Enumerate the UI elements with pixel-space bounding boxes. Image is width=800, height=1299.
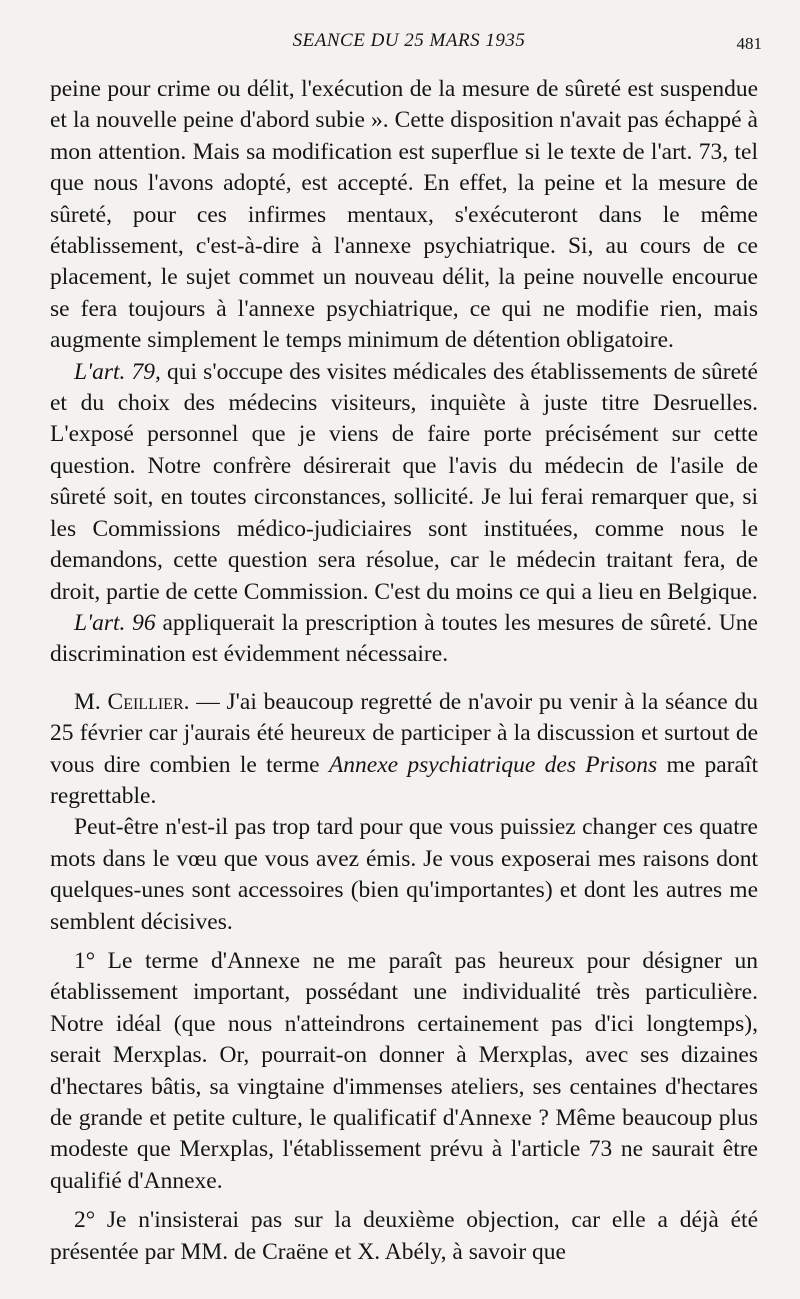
article-ref-96: L'art. 96 — [74, 609, 156, 636]
paragraph-objection-1: 1° Le terme d'Annexe ne me paraît pas heureux pour désigner un établissement important, possédant une individualité très particulière. Notre idéal (que nous n'atteindrons certainement pas d'ici longtemps), serait Merxplas. Or, pourrait-on donner à Merxplas, avec ses dizaines d'hectares bâtis, sa vingtaine d'immenses ateliers, ses centaines d'hectares de grande et petite culture, le qualificatif d'Annexe ? Même beaucoup plus modeste que Merxplas, l'établissement prévu à l'article 73 ne saurait être qualifié d'Annexe. — [50, 947, 758, 1194]
body-text — [50, 74, 758, 1268]
paragraph-objection-2: 2° Je n'insisterai pas sur la deuxième objection, car elle a déjà été présentée par MM. de Craëne et X. Abély, à savoir que — [50, 1207, 758, 1265]
running-header — [50, 30, 762, 62]
article-ref-79: L'art. 79, — [74, 358, 161, 385]
header-title: SEANCE DU 25 MARS 1935 — [292, 30, 526, 51]
paragraph-art-79 — [50, 357, 758, 608]
speaker-name: Ceillier — [107, 688, 184, 715]
paragraph-ceillier-text-b: me paraît regrettable. — [50, 751, 758, 809]
paragraph-art-96-text: appliquerait la prescription à toutes les mesures de sûreté. Une discrimination est évidemment nécessaire. — [50, 609, 758, 668]
paragraph-ceillier — [50, 687, 758, 813]
page-number: 481 — [736, 34, 762, 53]
paragraph-1: peine pour crime ou délit, l'exécution de la mesure de sûreté est suspendue et la nouvelle peine d'abord subie ». Cette disposition n'avait pas échappé à mon attention. Mais sa modification est superflue si le texte de l'art. 73, tel que nous l'avons adopté, est accepté. En effet, la peine et la mesure de sûreté, pour ces infirmes mentaux, s'exécuteront dans le même établissement, c'est-à-dire à l'annexe psychiatrique. Si, au cours de ce placement, le sujet commet un nouveau délit, la peine nouvelle encourue se fera toujours à l'annexe psychiatrique, ce qui ne modifie rien, mais augmente simplement le temps minimum de détention obligatoire. — [50, 76, 758, 354]
paragraph-art-96 — [50, 608, 758, 671]
paragraph-ceillier-text-a: . — J'ai beaucoup regretté de n'avoir pu venir à la séance du 25 février car j'aurais été heureux de participer à la discussion et surtout de vous dire combien le terme — [50, 688, 758, 778]
speaker-prefix: M. — [74, 688, 108, 715]
paragraph-art-79-text: qui s'occupe des visites médicales des établissements de sûreté et du choix des médecins visiteurs, inquiète à juste titre Desruelles. L'exposé personnel que je viens de faire porte précisément sur cette question. Notre confrère désirerait que l'avis du médecin de l'asile de sûreté soit, en toutes circonstances, sollicité. Je lui ferai remarquer que, si les Commissions médico-judiciaires sont instituées, comme nous le demandons, cette question sera résolue, car le médecin traitant fera, de droit, partie de cette Commission. C'est du moins ce qui a lieu en Belgique. — [50, 358, 758, 605]
term-annexe-psychiatrique: Annexe psychiatrique des Prisons — [328, 751, 658, 778]
paragraph-5: Peut-être n'est-il pas trop tard pour que vous puissiez changer ces quatre mots dans le vœu que vous avez émis. Je vous exposerai mes raisons dont quelques-unes sont accessoires (bien qu'importantes) et dont les autres me semblent décisives. — [50, 814, 758, 935]
